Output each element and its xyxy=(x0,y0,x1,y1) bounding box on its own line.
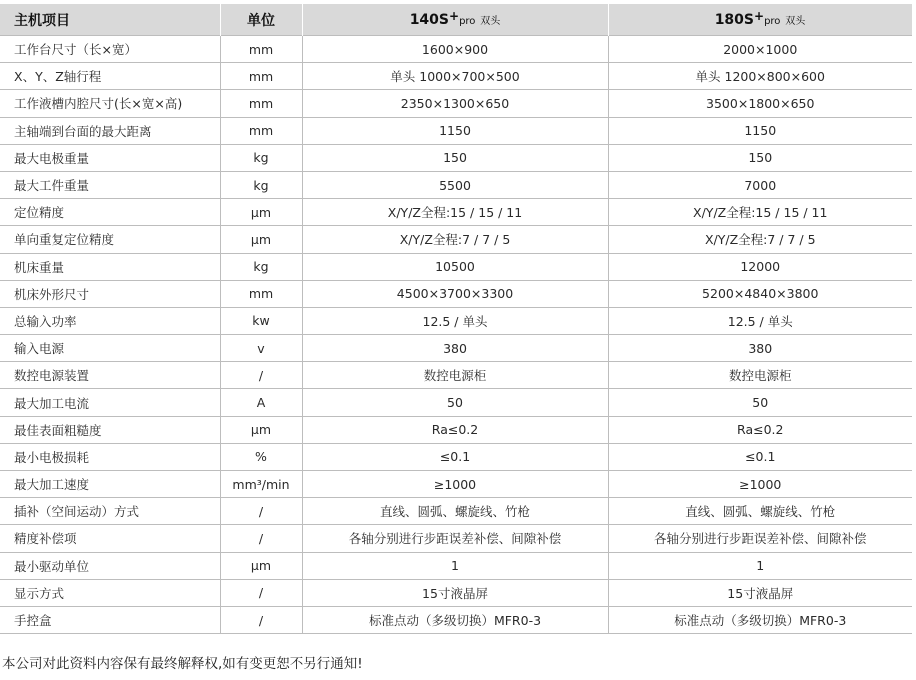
row-value-180: 380 xyxy=(608,335,912,362)
row-item: 定位精度 xyxy=(0,199,220,226)
row-unit: mm xyxy=(220,36,302,63)
row-value-140: 15寸液晶屏 xyxy=(302,579,608,606)
model-180-base: 180S xyxy=(714,11,754,28)
row-value-140: X/Y/Z全程:7 / 7 / 5 xyxy=(302,226,608,253)
row-value-140: 1600×900 xyxy=(302,36,608,63)
row-value-180: 直线、圆弧、螺旋线、竹枪 xyxy=(608,498,912,525)
row-value-180: 50 xyxy=(608,389,912,416)
row-value-140: 单头 1000×700×500 xyxy=(302,63,608,90)
row-value-180: 7000 xyxy=(608,171,912,198)
model-180-pro: pro xyxy=(764,15,781,27)
row-value-140: 各轴分别进行步距误差补偿、间隙补偿 xyxy=(302,525,608,552)
table-header-row xyxy=(0,4,912,36)
row-item: 最小电极损耗 xyxy=(0,443,220,470)
row-value-180: ≤0.1 xyxy=(608,443,912,470)
row-unit: / xyxy=(220,362,302,389)
row-item: 精度补偿项 xyxy=(0,525,220,552)
row-item: 最大加工电流 xyxy=(0,389,220,416)
model-140-base: 140S xyxy=(409,11,449,28)
row-value-140: 5500 xyxy=(302,171,608,198)
row-unit: kw xyxy=(220,307,302,334)
row-item: 工作液槽内腔尺寸(长×宽×高) xyxy=(0,90,220,117)
table-row xyxy=(0,63,912,90)
row-unit: μm xyxy=(220,552,302,579)
row-unit: μm xyxy=(220,416,302,443)
row-unit: mm xyxy=(220,90,302,117)
model-180-sup: + xyxy=(754,8,765,23)
table-row xyxy=(0,171,912,198)
row-item: 手控盒 xyxy=(0,606,220,633)
row-value-140: 数控电源柜 xyxy=(302,362,608,389)
row-value-180: 15寸液晶屏 xyxy=(608,579,912,606)
row-item: 总输入功率 xyxy=(0,307,220,334)
row-value-180: 1150 xyxy=(608,117,912,144)
row-unit: / xyxy=(220,525,302,552)
table-row xyxy=(0,90,912,117)
row-value-140: ≤0.1 xyxy=(302,443,608,470)
table-row xyxy=(0,606,912,633)
row-value-180: 12000 xyxy=(608,253,912,280)
row-item: 主轴端到台面的最大距离 xyxy=(0,117,220,144)
row-value-140: 标准点动（多级切换）MFR0-3 xyxy=(302,606,608,633)
header-model-140 xyxy=(302,4,608,36)
row-value-180: 数控电源柜 xyxy=(608,362,912,389)
row-item: 数控电源装置 xyxy=(0,362,220,389)
row-item: 显示方式 xyxy=(0,579,220,606)
row-value-180: 1 xyxy=(608,552,912,579)
row-value-180: ≥1000 xyxy=(608,471,912,498)
table-row xyxy=(0,199,912,226)
table-row xyxy=(0,525,912,552)
header-model-180 xyxy=(608,4,912,36)
row-value-180: 标准点动（多级切换）MFR0-3 xyxy=(608,606,912,633)
row-unit: kg xyxy=(220,171,302,198)
row-unit: % xyxy=(220,443,302,470)
table-row xyxy=(0,117,912,144)
row-unit: kg xyxy=(220,144,302,171)
header-item: 主机项目 xyxy=(0,4,220,36)
table-row xyxy=(0,226,912,253)
row-unit: mm³/min xyxy=(220,471,302,498)
row-unit: mm xyxy=(220,117,302,144)
row-value-140: 2350×1300×650 xyxy=(302,90,608,117)
table-row xyxy=(0,443,912,470)
row-value-140: 10500 xyxy=(302,253,608,280)
model-140-suffix: 双头 xyxy=(480,15,501,27)
row-unit: mm xyxy=(220,280,302,307)
row-value-180: 5200×4840×3800 xyxy=(608,280,912,307)
table-row xyxy=(0,335,912,362)
header-unit: 单位 xyxy=(220,4,302,36)
row-item: 最佳表面粗糙度 xyxy=(0,416,220,443)
model-140-pro: pro xyxy=(459,15,476,27)
row-item: 机床外形尺寸 xyxy=(0,280,220,307)
row-value-180: Ra≤0.2 xyxy=(608,416,912,443)
row-item: 最大工件重量 xyxy=(0,171,220,198)
row-unit: v xyxy=(220,335,302,362)
row-unit: kg xyxy=(220,253,302,280)
model-180-suffix: 双头 xyxy=(785,15,806,27)
row-item: 最大电极重量 xyxy=(0,144,220,171)
row-value-180: 150 xyxy=(608,144,912,171)
row-item: 最大加工速度 xyxy=(0,471,220,498)
table-row xyxy=(0,36,912,63)
table-row xyxy=(0,498,912,525)
row-unit: A xyxy=(220,389,302,416)
table-row xyxy=(0,389,912,416)
table-row xyxy=(0,552,912,579)
row-item: 工作台尺寸（长×宽） xyxy=(0,36,220,63)
row-value-180: 2000×1000 xyxy=(608,36,912,63)
row-value-140: 50 xyxy=(302,389,608,416)
table-row xyxy=(0,579,912,606)
table-row xyxy=(0,144,912,171)
row-value-140: 380 xyxy=(302,335,608,362)
row-value-140: X/Y/Z全程:15 / 15 / 11 xyxy=(302,199,608,226)
row-value-140: ≥1000 xyxy=(302,471,608,498)
row-item: 输入电源 xyxy=(0,335,220,362)
row-unit: μm xyxy=(220,226,302,253)
row-unit: / xyxy=(220,498,302,525)
row-value-180: 各轴分别进行步距误差补偿、间隙补偿 xyxy=(608,525,912,552)
row-value-140: 直线、圆弧、螺旋线、竹枪 xyxy=(302,498,608,525)
row-value-180: 单头 1200×800×600 xyxy=(608,63,912,90)
row-item: 最小驱动单位 xyxy=(0,552,220,579)
row-value-180: 3500×1800×650 xyxy=(608,90,912,117)
row-value-180: X/Y/Z全程:7 / 7 / 5 xyxy=(608,226,912,253)
row-value-180: 12.5 / 单头 xyxy=(608,307,912,334)
row-unit: / xyxy=(220,606,302,633)
table-row xyxy=(0,253,912,280)
row-item: 机床重量 xyxy=(0,253,220,280)
model-140-sup: + xyxy=(449,8,460,23)
row-value-140: 1150 xyxy=(302,117,608,144)
row-item: X、Y、Z轴行程 xyxy=(0,63,220,90)
row-value-180: X/Y/Z全程:15 / 15 / 11 xyxy=(608,199,912,226)
row-value-140: Ra≤0.2 xyxy=(302,416,608,443)
row-value-140: 150 xyxy=(302,144,608,171)
table-row xyxy=(0,280,912,307)
row-unit: / xyxy=(220,579,302,606)
row-value-140: 4500×3700×3300 xyxy=(302,280,608,307)
table-row xyxy=(0,416,912,443)
row-value-140: 1 xyxy=(302,552,608,579)
row-unit: μm xyxy=(220,199,302,226)
row-item: 插补（空间运动）方式 xyxy=(0,498,220,525)
footer-disclaimer: 本公司对此资料内容保有最终解释权,如有变更恕不另行通知! xyxy=(2,656,363,672)
row-value-140: 12.5 / 单头 xyxy=(302,307,608,334)
table-row xyxy=(0,471,912,498)
row-unit: mm xyxy=(220,63,302,90)
table-row xyxy=(0,362,912,389)
row-item: 单向重复定位精度 xyxy=(0,226,220,253)
spec-table xyxy=(0,4,913,634)
table-row xyxy=(0,307,912,334)
